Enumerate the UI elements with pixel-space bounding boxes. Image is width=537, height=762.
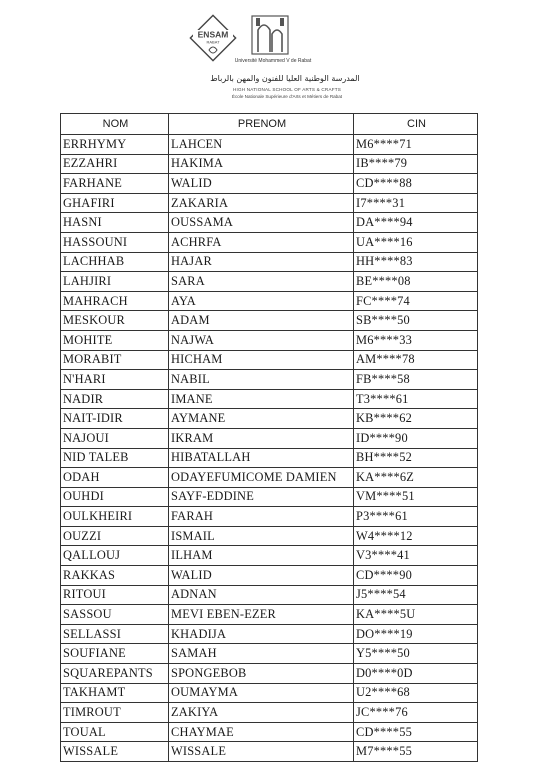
cell-prenom: HAKIMA (169, 154, 354, 174)
cell-nom: OULKHEIRI (61, 507, 169, 527)
cell-cin: U2****68 (354, 683, 478, 703)
table-row (61, 154, 478, 174)
cell-cin: D0****0D (354, 664, 478, 684)
cell-prenom: NABIL (169, 370, 354, 390)
cell-prenom: WISSALE (169, 742, 354, 762)
cell-prenom: ACHRFA (169, 232, 354, 252)
table-row (61, 389, 478, 409)
cell-prenom: SARA (169, 272, 354, 292)
cell-cin: BH****52 (354, 448, 478, 468)
table-row (61, 213, 478, 233)
cell-prenom: HICHAM (169, 350, 354, 370)
table-row (61, 703, 478, 723)
table-body (61, 135, 478, 762)
table-row (61, 566, 478, 586)
cell-nom: SELLASSI (61, 624, 169, 644)
cell-cin: Y5****50 (354, 644, 478, 664)
cell-prenom: OUMAYMA (169, 683, 354, 703)
table-row (61, 683, 478, 703)
cell-cin: FB****58 (354, 370, 478, 390)
cell-nom: MAHRACH (61, 291, 169, 311)
cell-prenom: HAJAR (169, 252, 354, 272)
cell-nom: GHAFIRI (61, 193, 169, 213)
cell-nom: TOUAL (61, 722, 169, 742)
cell-cin: HH****83 (354, 252, 478, 272)
ensam-logo-subtext: RABAT (206, 39, 220, 45)
cell-nom: NAJOUI (61, 428, 169, 448)
cell-cin: CD****55 (354, 722, 478, 742)
cell-cin: KA****6Z (354, 468, 478, 488)
cell-cin: ID****90 (354, 428, 478, 448)
student-list-table (60, 113, 478, 762)
cell-prenom: ISMAIL (169, 526, 354, 546)
table-row (61, 311, 478, 331)
cell-nom: ODAH (61, 468, 169, 488)
cell-prenom: KHADIJA (169, 624, 354, 644)
table-row (61, 468, 478, 488)
cell-cin: I7****31 (354, 193, 478, 213)
cell-cin: DA****94 (354, 213, 478, 233)
cell-cin: FC****74 (354, 291, 478, 311)
cell-prenom: ZAKARIA (169, 193, 354, 213)
cell-cin: KA****5U (354, 605, 478, 625)
cell-prenom: WALID (169, 566, 354, 586)
cell-nom: NADIR (61, 389, 169, 409)
table-row (61, 291, 478, 311)
cell-prenom: IMANE (169, 389, 354, 409)
cell-cin: W4****12 (354, 526, 478, 546)
table-row (61, 722, 478, 742)
cell-cin: CD****88 (354, 174, 478, 194)
table-row (61, 742, 478, 762)
table-row (61, 526, 478, 546)
table-row (61, 135, 478, 155)
table-row (61, 585, 478, 605)
cell-prenom: SPONGEBOB (169, 664, 354, 684)
university-name: Université Mohammed V de Rabat (234, 58, 312, 64)
cell-cin: T3****61 (354, 389, 478, 409)
cell-prenom: ILHAM (169, 546, 354, 566)
table-row (61, 448, 478, 468)
cell-cin: V3****41 (354, 546, 478, 566)
table-row (61, 174, 478, 194)
ensam-logo-text: ENSAM (197, 29, 229, 40)
column-header-prenom: PRENOM (169, 114, 354, 135)
table-row (61, 272, 478, 292)
cell-cin: SB****50 (354, 311, 478, 331)
cell-nom: EZZAHRI (61, 154, 169, 174)
table-row (61, 193, 478, 213)
table-row (61, 644, 478, 664)
cell-prenom: LAHCEN (169, 135, 354, 155)
column-header-cin: CIN (354, 114, 478, 135)
table-row (61, 409, 478, 429)
cell-prenom: FARAH (169, 507, 354, 527)
cell-prenom: OUSSAMA (169, 213, 354, 233)
cell-nom: LACHHAB (61, 252, 169, 272)
cell-nom: LAHJIRI (61, 272, 169, 292)
cell-cin: DO****19 (354, 624, 478, 644)
cell-cin: J5****54 (354, 585, 478, 605)
cell-nom: HASNI (61, 213, 169, 233)
table-row (61, 428, 478, 448)
cell-nom: TAKHAMT (61, 683, 169, 703)
cell-prenom: SAYF-EDDINE (169, 487, 354, 507)
cell-nom: NAIT-IDIR (61, 409, 169, 429)
cell-nom: RAKKAS (61, 566, 169, 586)
cell-nom: MORABIT (61, 350, 169, 370)
cell-cin: UA****16 (354, 232, 478, 252)
cell-cin: M6****33 (354, 330, 478, 350)
cell-cin: JC****76 (354, 703, 478, 723)
cell-cin: VM****51 (354, 487, 478, 507)
table-row (61, 487, 478, 507)
table-row (61, 232, 478, 252)
document-header (0, 0, 537, 108)
cell-nom: MESKOUR (61, 311, 169, 331)
cell-nom: NID TALEB (61, 448, 169, 468)
cell-nom: MOHITE (61, 330, 169, 350)
table-row (61, 252, 478, 272)
cell-prenom: IKRAM (169, 428, 354, 448)
cell-nom: N'HARI (61, 370, 169, 390)
cell-prenom: AYMANE (169, 409, 354, 429)
cell-nom: QALLOUJ (61, 546, 169, 566)
university-logo (246, 12, 294, 58)
cell-prenom: WALID (169, 174, 354, 194)
table-row (61, 624, 478, 644)
table-row (61, 350, 478, 370)
cell-nom: TIMROUT (61, 703, 169, 723)
cell-nom: RITOUI (61, 585, 169, 605)
table-row (61, 605, 478, 625)
table-row (61, 370, 478, 390)
cell-prenom: MEVI EBEN-EZER (169, 605, 354, 625)
cell-cin: BE****08 (354, 272, 478, 292)
school-name-english: HIGH NATIONAL SCHOOL OF ARTS & CRAFTS (233, 87, 341, 92)
table-row (61, 546, 478, 566)
table-header-row (61, 114, 478, 135)
school-name-french: École Nationale Supérieure d'Arts et Métiers de Rabat (231, 94, 343, 99)
table-row (61, 330, 478, 350)
cell-prenom: HIBATALLAH (169, 448, 354, 468)
cell-nom: SOUFIANE (61, 644, 169, 664)
cell-prenom: ADNAN (169, 585, 354, 605)
cell-nom: SASSOU (61, 605, 169, 625)
cell-cin: AM****78 (354, 350, 478, 370)
table-row (61, 664, 478, 684)
cell-nom: ERRHYMY (61, 135, 169, 155)
cell-nom: SQUAREPANTS (61, 664, 169, 684)
cell-cin: M7****55 (354, 742, 478, 762)
cell-cin: IB****79 (354, 154, 478, 174)
cell-prenom: NAJWA (169, 330, 354, 350)
cell-cin: CD****90 (354, 566, 478, 586)
table-row (61, 507, 478, 527)
column-header-nom: NOM (61, 114, 169, 135)
cell-prenom: AYA (169, 291, 354, 311)
cell-prenom: CHAYMAE (169, 722, 354, 742)
cell-cin: KB****62 (354, 409, 478, 429)
cell-nom: OUZZI (61, 526, 169, 546)
cell-nom: HASSOUNI (61, 232, 169, 252)
cell-cin: P3****61 (354, 507, 478, 527)
cell-cin: M6****71 (354, 135, 478, 155)
cell-nom: OUHDI (61, 487, 169, 507)
cell-prenom: SAMAH (169, 644, 354, 664)
cell-prenom: ZAKIYA (169, 703, 354, 723)
cell-nom: WISSALE (61, 742, 169, 762)
cell-prenom: ODAYEFUMICOME DAMIEN (169, 468, 354, 488)
cell-nom: FARHANE (61, 174, 169, 194)
school-name-arabic: المدرسة الوطنية العليا للفنون والمهن بالرباط (210, 74, 360, 83)
cell-prenom: ADAM (169, 311, 354, 331)
